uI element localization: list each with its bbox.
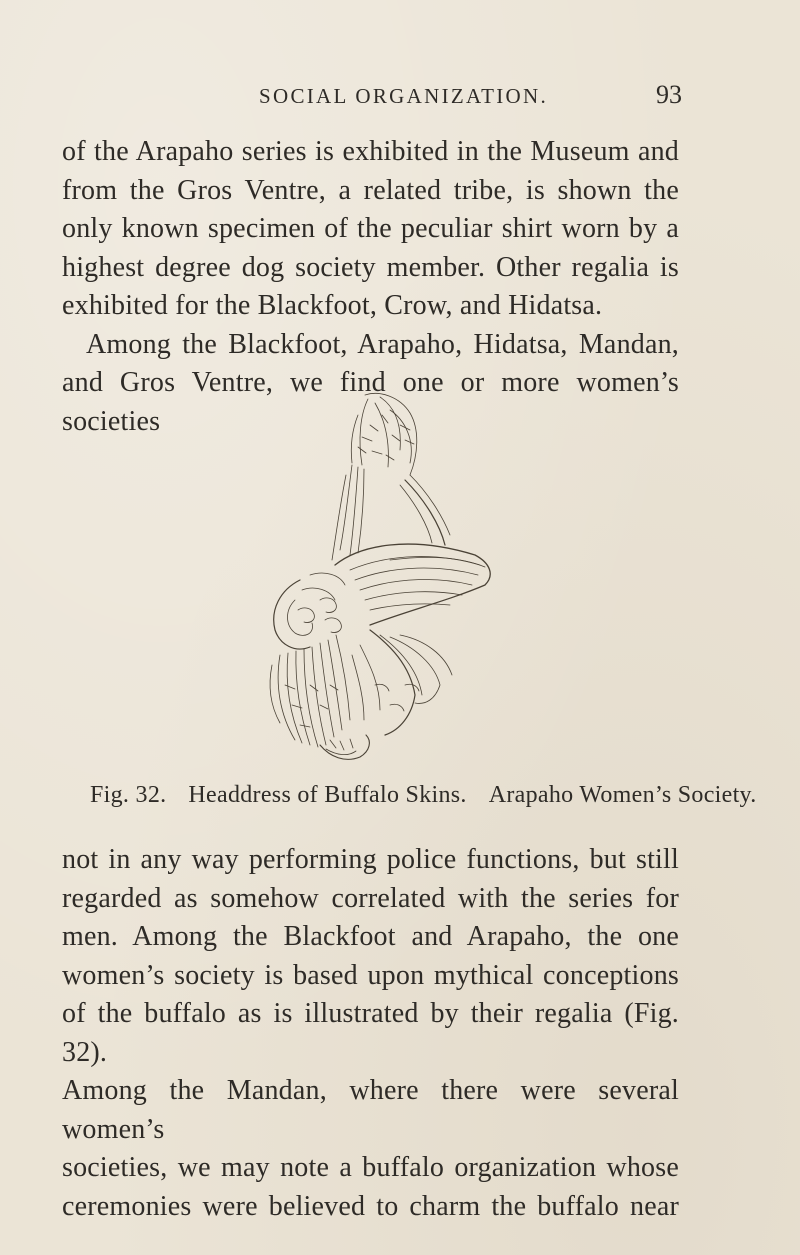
text-line: societies, we may note a buffalo organization whose [62, 1152, 679, 1183]
text-line: Among the Blackfoot, Arapaho, Hidatsa, Mandan, [86, 328, 679, 360]
text-line: and Gros Ventre, we find one or more women’s societies [62, 367, 679, 437]
text-line: of the Arapaho series is exhibited in the Museum and [62, 136, 679, 167]
text-line: ceremonies were believed to charm the buffalo near [62, 1190, 679, 1222]
text-line: from the Gros Ventre, a related tribe, is shown the [62, 174, 679, 206]
text-line: regarded as somehow correlated with the series for [62, 882, 679, 914]
text-line: exhibited for the Blackfoot, Crow, and Hidatsa. [62, 290, 603, 321]
text-line: only known specimen of the peculiar shirt worn by a [62, 213, 679, 244]
figure-attribution: Arapaho Women’s Society. [488, 782, 757, 808]
text-line: not in any way performing police functions, but still [62, 844, 679, 875]
text-line: men. Among the Blackfoot and Arapaho, the one [62, 921, 679, 952]
buffalo-headdress-drawing [240, 385, 510, 780]
headdress-illustration [240, 385, 510, 780]
text-line: of the buffalo as is illustrated by their regalia (Fig. 32). [62, 998, 679, 1068]
text-line: highest degree dog society member. Other regalia is [62, 251, 679, 283]
page-header [0, 80, 800, 114]
text-line: women’s society is based upon mythical conceptions [62, 959, 679, 991]
page-number: 93 [656, 80, 682, 109]
paragraph-bottom [62, 841, 679, 1226]
figure-label: Fig. 32. [90, 782, 167, 808]
figure-caption [90, 782, 757, 809]
text-line: Among the Mandan, where there were several women’s [62, 1075, 679, 1145]
running-title: SOCIAL ORGANIZATION. [259, 84, 549, 108]
figure-title: Headdress of Buffalo Skins. [188, 782, 467, 808]
